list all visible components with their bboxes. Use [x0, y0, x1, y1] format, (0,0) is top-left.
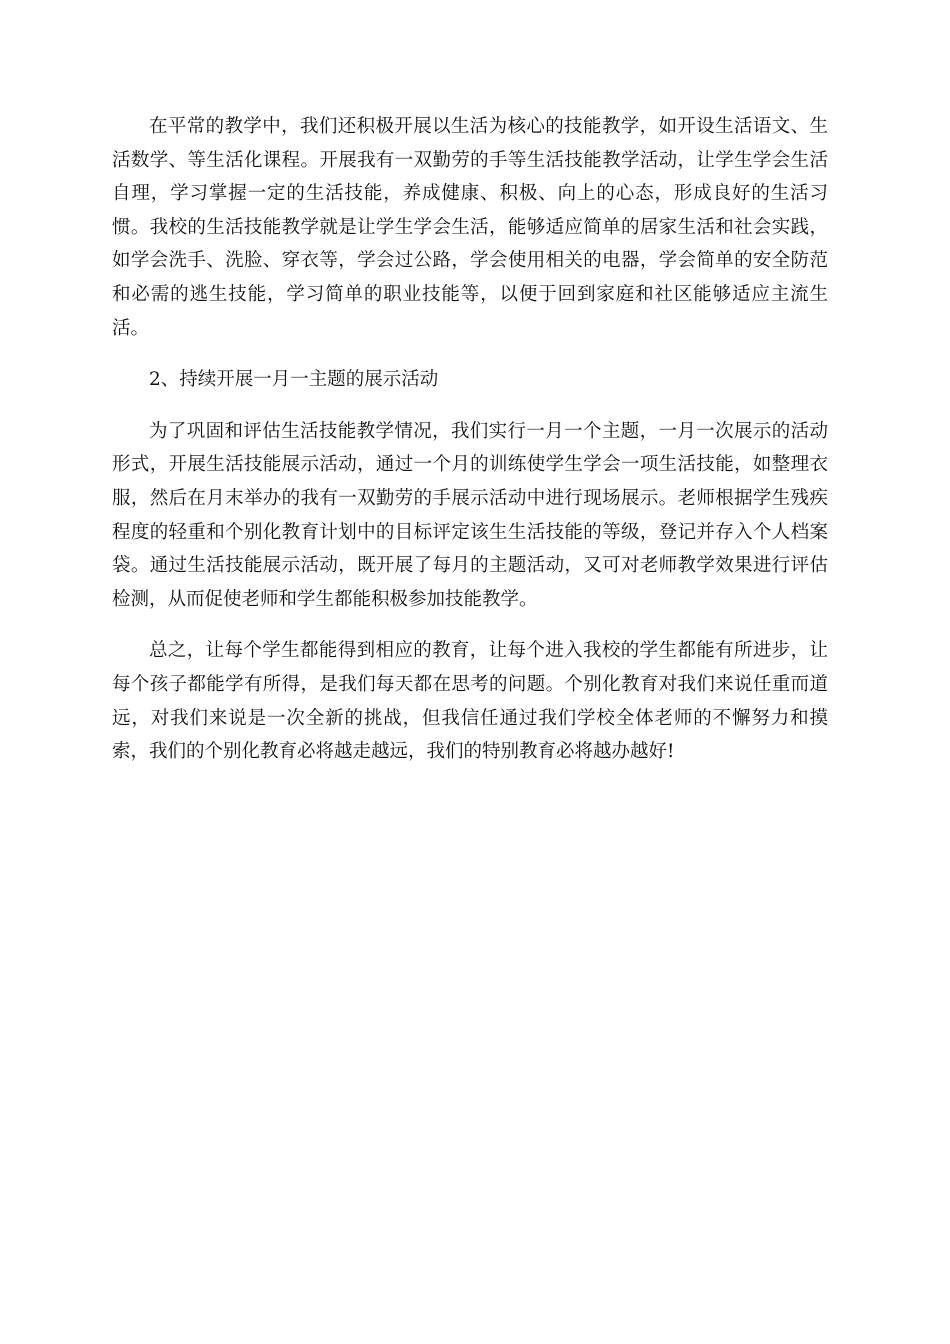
paragraph-monthly-showcase: 为了巩固和评估生活技能教学情况，我们实行一月一个主题，一月一次展示的活动形式，开展生活技能展示活动，通过一个月的训练使学生学会一项生活技能，如整理衣服，然后在月末举办的我有一双勤劳的手展示活动中进行现场展示。老师根据学生残疾程度的轻重和个别化教育计划中的目标评定该生生活技能的等级，登记并存入个人档案袋。通过生活技能展示活动，既开展了每月的主题活动，又可对老师教学效果进行评估检测，从而促使老师和学生都能积极参加技能教学。 — [112, 420, 828, 610]
paragraph-conclusion: 总之，让每个学生都能得到相应的教育，让每个进入我校的学生都能有所进步，让每个孩子都能学有所得，是我们每天都在思考的问题。个别化教育对我们来说任重而道远，对我们来说是一次全新的挑战，但我信任通过我们学校全体老师的不懈努力和摸索，我们的个别化教育必将越走越远，我们的特别教育必将越办越好! — [112, 640, 828, 763]
document-body — [112, 110, 828, 787]
paragraph-life-skills-teaching: 在平常的教学中，我们还积极开展以生活为核心的技能教学，如开设生活语文、生活数学、等生活化课程。开展我有一双勤劳的手等生活技能教学活动，让学生学会生活自理，学习掌握一定的生活技能，养成健康、积极、向上的心态，形成良好的生活习惯。我校的生活技能教学就是让学生学会生活，能够适应简单的居家生活和社会实践，如学会洗手、洗脸、穿衣等，学会过公路，学会使用相关的电器，学会简单的安全防范和必需的逃生技能，学习简单的职业技能等，以便于回到家庭和社区能够适应主流生活。 — [112, 116, 828, 339]
section-heading-monthly-theme: 2、持续开展一月一主题的展示活动 — [149, 369, 439, 391]
